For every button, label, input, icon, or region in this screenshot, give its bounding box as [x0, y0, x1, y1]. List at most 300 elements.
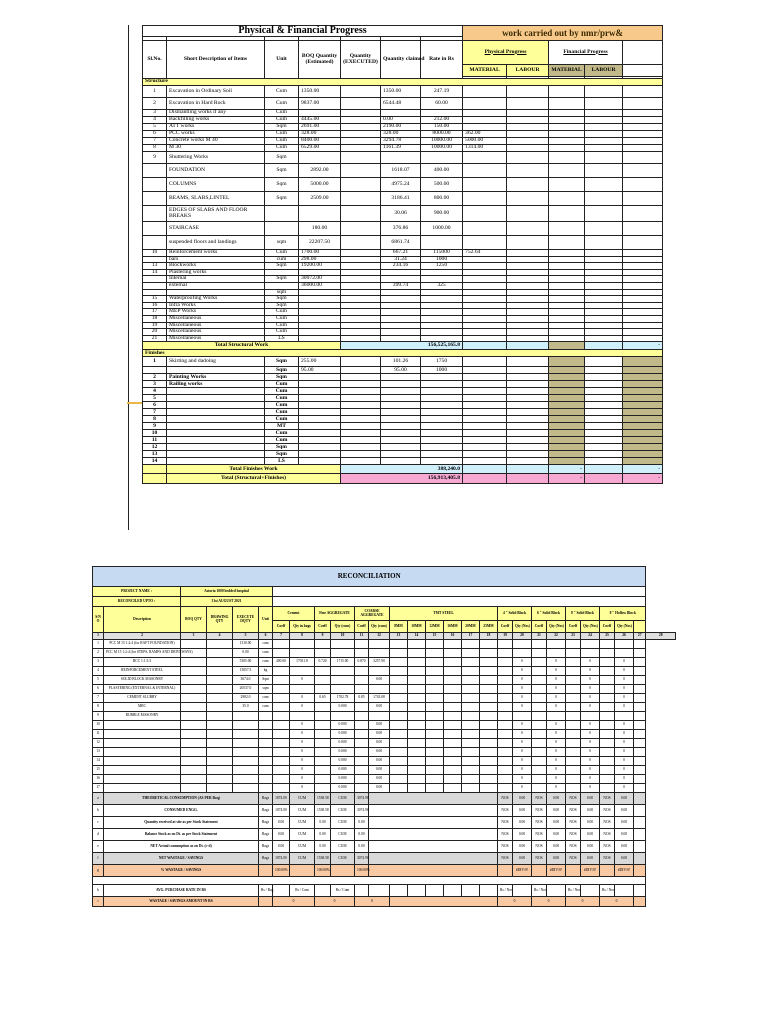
rec-column-number: 28: [646, 633, 676, 640]
rec-summary-value: NOS: [532, 853, 547, 865]
rec-column-number: 7: [273, 633, 290, 640]
rec-item-value: [390, 685, 408, 694]
fin-labour-cell: [585, 124, 623, 131]
rec-item-drawing: [207, 640, 233, 649]
rec-item-boq: [181, 739, 207, 748]
material-header-2: MATERIAL: [549, 65, 585, 77]
rec-summary-value: NOS: [532, 817, 547, 829]
reconciliation-title: RECONCILIATION: [93, 567, 646, 587]
row-boq-qty: 4445.00: [299, 117, 341, 124]
row-rate: [421, 302, 463, 309]
rec-item-value: [615, 712, 634, 721]
rec-item-value: [566, 739, 581, 748]
rec-item-value: [444, 739, 462, 748]
row-rate: 1000.00: [421, 222, 463, 236]
rec-amount-desc: WASTAGE / SAVINGS AMOUNT IN RS: [104, 897, 259, 907]
rec-column-number: 21: [532, 633, 547, 640]
rec-item-value: [355, 784, 369, 793]
rec-item-value: 0: [581, 739, 600, 748]
rec-item-value: 0: [581, 694, 600, 703]
rec-summary-value: 0.00: [547, 829, 566, 841]
table-row: [143, 329, 663, 336]
physical-progress-cell: [463, 388, 507, 395]
rec-column-number: 17: [462, 633, 480, 640]
blank-cell: [623, 458, 663, 465]
rec-item-value: [634, 712, 646, 721]
rec-item-value: 0: [547, 730, 566, 739]
rec-summary-value: 0.00: [615, 805, 634, 817]
rec-item-value: [355, 757, 369, 766]
blank-cell: [623, 192, 663, 206]
rec-item-value: [480, 694, 498, 703]
rec-item-value: 0.00: [369, 721, 390, 730]
rec-column-number: 27: [634, 633, 646, 640]
rec-rate-cell: [369, 885, 390, 897]
fin-material-cell: [549, 282, 585, 289]
rec-item-drawing: [207, 667, 233, 676]
physical-progress-cell: 752.64: [463, 250, 507, 257]
row-sno: 13: [143, 263, 167, 270]
fin-labour-cell: [585, 192, 623, 206]
rec-rate-unit: Rs / Nos: [498, 885, 513, 897]
blank-cell: [623, 289, 663, 296]
rec-summary-value: 1538.58: [315, 853, 331, 865]
table-row: [143, 367, 663, 374]
row-rate: 325: [421, 282, 463, 289]
labour-cell: [507, 152, 549, 164]
rec-item-value: [462, 784, 480, 793]
table-row: [143, 423, 663, 430]
row-sno: [143, 206, 167, 222]
rec-item-value: [426, 757, 444, 766]
physical-progress-cell: [463, 206, 507, 222]
grand-total-dash: -: [549, 474, 585, 484]
labour-cell: [507, 315, 549, 322]
rec-header-fine-agg: Fine AGGREGATE: [315, 607, 355, 621]
labour-cell: [507, 367, 549, 374]
rec-item-desc: [104, 721, 181, 730]
rec-item-drawing: [207, 721, 233, 730]
row-qty-executed: [341, 206, 381, 222]
rec-item-value: [480, 784, 498, 793]
blank-cell: [623, 430, 663, 437]
rec-item-value: [331, 685, 355, 694]
rec-item-value: [513, 640, 532, 649]
rec-summary-value: CUM: [290, 793, 315, 805]
rec-item-value: [581, 649, 600, 658]
rec-item-value: [480, 775, 498, 784]
sheet-left-border: [128, 25, 129, 530]
rec-item-value: 0.00: [369, 748, 390, 757]
rec-item-value: [532, 766, 547, 775]
rec-item-sno: 17: [93, 784, 104, 793]
rec-item-value: [331, 667, 355, 676]
row-qty-executed: [341, 124, 381, 131]
row-description: bars: [167, 256, 265, 263]
rec-item-executed: [233, 757, 259, 766]
rec-summary-value: 1874.00: [273, 805, 290, 817]
blank-cell: [623, 451, 663, 458]
blank-cell: [623, 98, 663, 110]
fin-material-cell: [549, 367, 585, 374]
rec-summary-value: 0.00: [315, 841, 331, 853]
row-qty-claimed: [381, 381, 421, 388]
rec-summary-value: 0.00: [513, 817, 532, 829]
rec-summary-row: [93, 841, 676, 853]
rec-item-value: [462, 685, 480, 694]
rec-item-value: [315, 667, 331, 676]
fin-material-cell: [549, 451, 585, 458]
rec-summary-desc: Balance Stock as on Dt. as per Stock Statement: [104, 829, 259, 841]
physical-progress-cell: [463, 178, 507, 192]
row-qty-executed: [341, 110, 381, 117]
rec-summary-desc: CONSUMED ENGG.: [104, 805, 259, 817]
rec-item-executed: 1310.00: [233, 640, 259, 649]
rec-header-sno: S/N O: [93, 607, 104, 633]
row-boq-qty: [299, 451, 341, 458]
rec-summary-value: NOS: [566, 829, 581, 841]
labour-cell: [507, 430, 549, 437]
labour-cell: [507, 289, 549, 296]
blank-cell: [623, 110, 663, 117]
fin-labour-cell: [585, 250, 623, 257]
table-row: [143, 296, 663, 303]
rec-summary-value: NOS: [566, 841, 581, 853]
labour-cell: [507, 302, 549, 309]
row-qty-claimed: 328.00: [381, 131, 421, 138]
rec-subheader: Qty (cum): [369, 621, 390, 633]
rec-item-value: [444, 766, 462, 775]
rec-item-value: [462, 748, 480, 757]
row-description: Miscellaneous: [167, 315, 265, 322]
labour-cell: [507, 309, 549, 316]
fin-material-cell: [549, 178, 585, 192]
fin-material-cell: [549, 250, 585, 257]
table-row: [143, 374, 663, 381]
row-sno: 17: [143, 309, 167, 316]
labour-cell: [507, 296, 549, 303]
rec-subheader: [634, 621, 646, 633]
rec-item-executed: [233, 748, 259, 757]
rec-item-value: [331, 649, 355, 658]
rec-item-value: [390, 694, 408, 703]
row-rate: [421, 416, 463, 423]
rec-summary-value: NOS: [498, 793, 513, 805]
rec-item-value: [532, 685, 547, 694]
material-header: MATERIAL: [463, 65, 507, 77]
row-qty-claimed: [381, 309, 421, 316]
rec-summary-value: NOS: [600, 829, 615, 841]
rec-subheader: Qty (Nos): [547, 621, 566, 633]
row-sno: 9: [143, 152, 167, 164]
rec-summary-value: NOS: [532, 793, 547, 805]
blank-cell: [623, 437, 663, 444]
rec-item-boq: [181, 676, 207, 685]
rec-subheader: Qty (Nos): [615, 621, 634, 633]
rec-item-value: [532, 739, 547, 748]
rec-item-unit: cum: [259, 703, 273, 712]
rec-item-value: [355, 721, 369, 730]
blank-cell: [623, 357, 663, 367]
row-qty-executed: [341, 178, 381, 192]
rec-item-value: [634, 676, 646, 685]
row-rate: 1750: [421, 357, 463, 367]
table-row: [143, 444, 663, 451]
rec-summary-value: 100.00%: [355, 865, 369, 877]
section-finishes: Finishes: [143, 350, 663, 357]
rec-item-value: [408, 658, 426, 667]
rec-item-value: 1702.78: [331, 694, 355, 703]
rec-item-value: [498, 784, 513, 793]
rec-header-coarse-agg: COARSE AGGREGATE: [355, 607, 390, 621]
rec-subheader: 12MM: [426, 621, 444, 633]
row-qty-executed: [341, 282, 381, 289]
rec-header-solid4: 4 " Solid Block: [498, 607, 532, 621]
row-boq-qty: 9837.00: [299, 98, 341, 110]
fin-material-cell: [549, 124, 585, 131]
labour-cell: [507, 86, 549, 98]
rec-item-value: 0.000: [331, 766, 355, 775]
rec-item-value: [315, 703, 331, 712]
rec-item-value: [426, 766, 444, 775]
row-qty-claimed: [381, 437, 421, 444]
rec-item-value: [634, 649, 646, 658]
row-qty-executed: [341, 315, 381, 322]
rec-item-value: [615, 649, 634, 658]
rec-summary-value: NOS: [532, 841, 547, 853]
physical-progress-cell: [463, 302, 507, 309]
table-row: [143, 302, 663, 309]
rec-item-unit: [259, 712, 273, 721]
rec-item-value: [462, 676, 480, 685]
fin-material-cell: [549, 256, 585, 263]
rec-item-boq: [181, 667, 207, 676]
rec-item-value: [634, 667, 646, 676]
row-unit: Cum: [265, 381, 299, 388]
rec-item-executed: 0.00: [233, 649, 259, 658]
rec-item-row: [93, 739, 676, 748]
blank-cell: [623, 263, 663, 270]
rec-item-value: 0: [290, 703, 315, 712]
rec-rate-cell: [615, 885, 634, 897]
rec-item-value: [532, 721, 547, 730]
labour-cell: [507, 374, 549, 381]
rec-item-sno: 8: [93, 703, 104, 712]
row-boq-qty: [299, 296, 341, 303]
rec-header-drawing: DRAWING QTY: [207, 607, 233, 633]
rec-summary-row: [93, 829, 676, 841]
rec-column-number: 9: [315, 633, 331, 640]
row-description: [167, 423, 265, 430]
rec-item-value: 0: [290, 748, 315, 757]
fin-labour-cell: [585, 222, 623, 236]
rec-item-value: [462, 739, 480, 748]
rec-item-value: 0: [547, 775, 566, 784]
rec-summary-value: 0.00: [513, 793, 532, 805]
rec-item-desc: RUBBLE MASONRY: [104, 712, 181, 721]
rec-item-value: [462, 667, 480, 676]
rec-amount-value: 0: [498, 897, 532, 907]
row-rate: [421, 335, 463, 342]
rec-summary-value: NOS: [600, 805, 615, 817]
row-rate: [421, 296, 463, 303]
rec-item-value: [462, 694, 480, 703]
rec-summary-value: #DIV/0!: [581, 865, 600, 877]
rec-item-value: 0.00: [369, 676, 390, 685]
rec-item-unit: cum: [259, 640, 273, 649]
row-boq-qty: 95.00: [299, 367, 341, 374]
row-unit: Sqm: [265, 302, 299, 309]
physical-progress-cell: [463, 164, 507, 178]
row-sno: 4: [143, 117, 167, 124]
row-qty-executed: [341, 409, 381, 416]
row-boq-qty: 2509.00: [299, 192, 341, 206]
rec-item-value: [480, 748, 498, 757]
rec-item-value: [273, 748, 290, 757]
rec-subheader: Coeff: [355, 621, 369, 633]
rec-item-value: [480, 658, 498, 667]
rec-item-value: [273, 739, 290, 748]
rec-column-number: 11: [355, 633, 369, 640]
selection-marker: [127, 402, 142, 404]
fin-labour-cell: [585, 402, 623, 409]
col-header-rate: Rate in Rs: [421, 41, 463, 79]
rec-item-value: [444, 775, 462, 784]
rec-summary-value: 0.00: [355, 817, 369, 829]
row-boq-qty: [299, 416, 341, 423]
rec-summary-value: NOS: [600, 841, 615, 853]
row-sno: [143, 236, 167, 250]
row-sno: 11: [143, 437, 167, 444]
table-row: [143, 437, 663, 444]
rec-summary-value: NOS: [600, 817, 615, 829]
rec-item-value: [426, 748, 444, 757]
row-boq-qty: [299, 381, 341, 388]
rec-item-value: [634, 685, 646, 694]
rec-item-value: [634, 784, 646, 793]
col-header-boq: BOQ Quantity (Estimated): [299, 41, 341, 79]
row-qty-executed: [341, 222, 381, 236]
row-description: suspended floors and landings: [167, 236, 265, 250]
rec-item-value: 0: [547, 658, 566, 667]
row-rate: [421, 388, 463, 395]
row-description: Miscellaneous: [167, 322, 265, 329]
rec-column-number: 12: [369, 633, 390, 640]
row-description: PCC works: [167, 131, 265, 138]
table-row: [143, 164, 663, 178]
rec-item-value: [408, 685, 426, 694]
row-qty-claimed: 3186.41: [381, 192, 421, 206]
rec-rate-cell: [513, 885, 532, 897]
rec-summary-value: CUM: [331, 817, 355, 829]
rec-item-value: [566, 658, 581, 667]
rec-amount-value: 0: [315, 897, 355, 907]
rec-item-value: [408, 757, 426, 766]
rec-item-desc: [104, 784, 181, 793]
row-qty-executed: [341, 145, 381, 152]
blank-cell: [623, 302, 663, 309]
rec-item-drawing: [207, 712, 233, 721]
labour-cell: [507, 402, 549, 409]
reconciled-upto-label: RECONCILED UPTO :: [93, 597, 181, 607]
rec-column-number: 10: [331, 633, 355, 640]
row-description: EDGES OF SLABS AND FLOOR BREAKS: [167, 206, 265, 222]
table-row: [143, 430, 663, 437]
rec-item-row: [93, 694, 676, 703]
rec-summary-value: CUM: [331, 841, 355, 853]
fin-material-cell: [549, 402, 585, 409]
rec-item-value: [390, 748, 408, 757]
rec-item-value: 0: [581, 730, 600, 739]
rec-summary-sno: e: [93, 841, 104, 853]
row-boq-qty: 22207.50: [299, 236, 341, 250]
rec-item-value: [273, 640, 290, 649]
labour-cell: [507, 250, 549, 257]
row-sno: 10: [143, 250, 167, 257]
rec-item-value: [600, 766, 615, 775]
table-row: [143, 117, 663, 124]
fin-labour-cell: [585, 335, 623, 342]
fin-material-cell: [549, 409, 585, 416]
row-boq-qty: [299, 402, 341, 409]
table-row: [143, 206, 663, 222]
rec-item-value: [566, 676, 581, 685]
labour-cell: [507, 269, 549, 276]
rec-item-value: 0: [513, 775, 532, 784]
fin-material-cell: [549, 98, 585, 110]
row-description: MEP Works: [167, 309, 265, 316]
rec-item-value: 0: [581, 766, 600, 775]
row-qty-executed: [341, 250, 381, 257]
labour-cell: [507, 256, 549, 263]
table-row: [143, 86, 663, 98]
labour-cell: [507, 423, 549, 430]
rec-item-value: [426, 649, 444, 658]
rec-item-value: [369, 640, 390, 649]
row-qty-executed: [341, 117, 381, 124]
row-qty-claimed: 95.00: [381, 367, 421, 374]
fin-labour-cell: [585, 309, 623, 316]
row-boq-qty: [299, 444, 341, 451]
rec-item-drawing: [207, 784, 233, 793]
row-qty-claimed: 234.16: [381, 263, 421, 270]
rec-item-value: [408, 775, 426, 784]
rec-item-value: [532, 649, 547, 658]
rec-item-drawing: [207, 658, 233, 667]
rec-header-boq: BOQ QTY: [181, 607, 207, 633]
row-qty-claimed: [381, 152, 421, 164]
rec-item-value: 0.00: [369, 703, 390, 712]
rec-summary-value: 0.00: [273, 817, 290, 829]
physical-progress-cell: 5000.00: [463, 138, 507, 145]
physical-progress-cell: [463, 309, 507, 316]
row-unit: Cum: [265, 131, 299, 138]
rec-item-value: [600, 784, 615, 793]
row-rate: [421, 437, 463, 444]
rec-item-value: [480, 766, 498, 775]
rec-rate-cell: [547, 885, 566, 897]
rec-item-value: 0: [513, 703, 532, 712]
rec-item-value: [600, 640, 615, 649]
rec-item-value: [498, 685, 513, 694]
rec-summary-gap: [369, 865, 498, 877]
row-qty-executed: [341, 296, 381, 303]
rec-summary-value: 0.00: [581, 793, 600, 805]
rec-item-value: 0: [581, 658, 600, 667]
rec-summary-value: [290, 865, 315, 877]
rec-item-drawing: [207, 694, 233, 703]
row-qty-claimed: [381, 296, 421, 303]
